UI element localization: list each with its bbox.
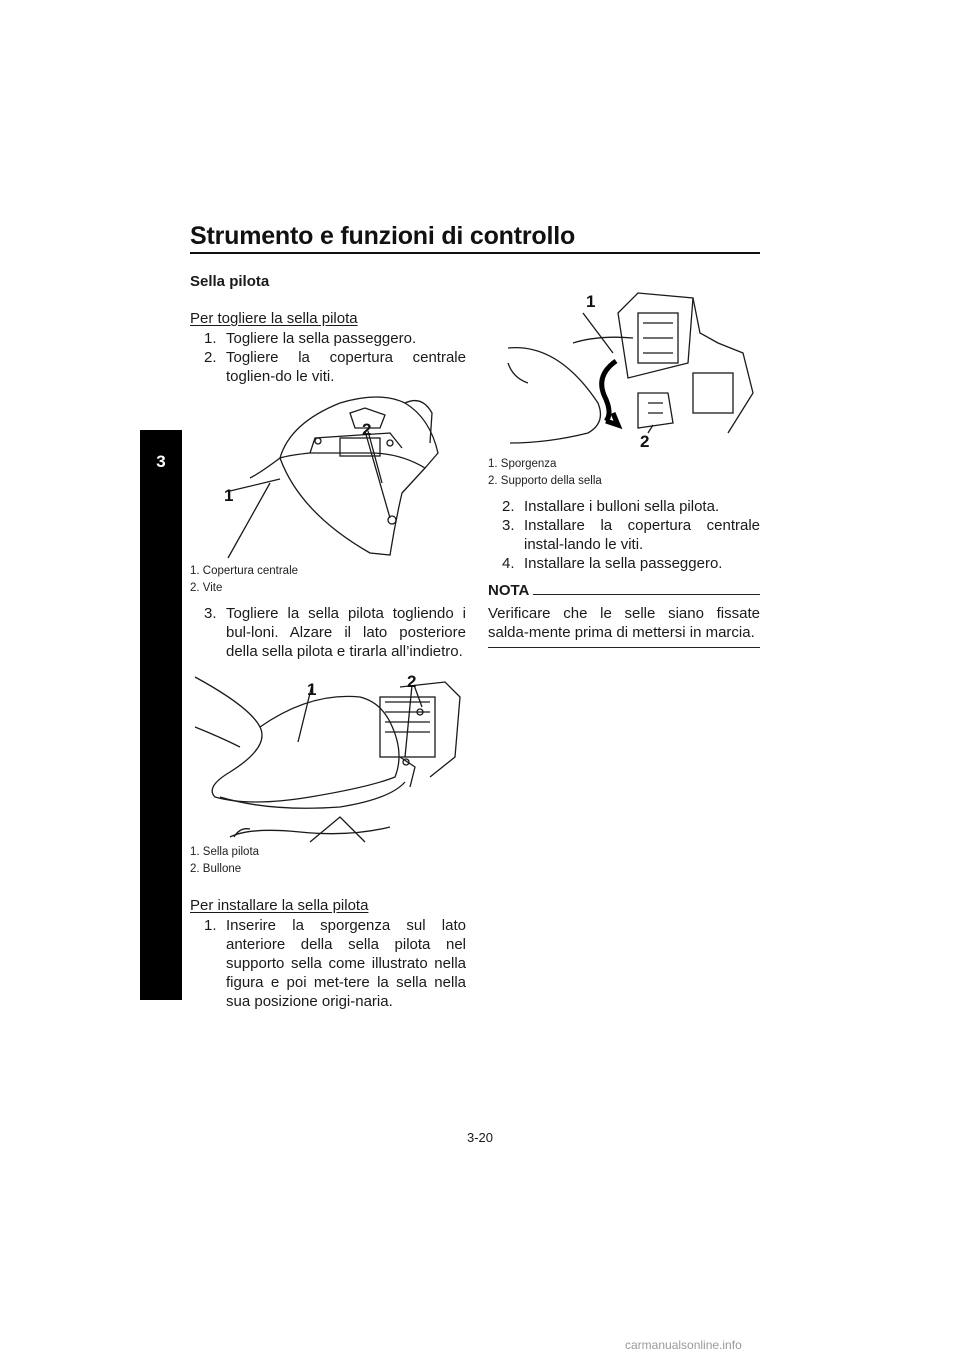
step-number: 3. [204,605,217,622]
step-number: 2. [502,498,515,515]
section-title: Sella pilota [190,273,270,290]
step-number: 4. [502,555,515,572]
figure-rider-seat [190,667,465,847]
chapter-tab [140,430,182,1000]
page-header-title: Strumento e funzioni di controllo [190,222,576,250]
install-step-4 [502,554,760,573]
figure-center-cover [190,383,465,563]
figure2-caption-1: 1. Sella pilota [190,846,260,858]
callout-1: 1 [586,292,596,311]
step-number: 1. [204,330,217,347]
callout-1: 1 [307,680,317,699]
step-text: Togliere la copertura centrale toglien-do le viti. [226,349,466,385]
install-heading: Per installare la sella pilota [190,897,369,914]
figure-seat-bracket [488,283,760,453]
step-text: Installare i bulloni sella pilota. [524,498,720,515]
nota-text: Verificare che le selle siano fissate salda-mente prima di mettersi in marcia. [488,605,760,641]
step-text: Installare la sella passeggero. [524,555,723,572]
step-text: Togliere la sella pilota togliendo i bul-loni. Alzare il lato posteriore della sella pilota e tirarla all’indietro. [226,605,466,660]
callout-2: 2 [362,420,372,439]
callout-1: 1 [224,486,234,505]
step-text: Inserire la sporgenza sul lato anteriore della sella pilota nel supporto sella come illustrato nella figura e poi met-tere la sella nella sua posizione origi-naria. [226,917,466,1010]
figure3-caption-1: 1. Sporgenza [488,458,557,470]
figure2-caption-2: 2. Bullone [190,863,242,875]
remove-step-2 [204,348,466,386]
step-text: Installare la copertura centrale instal-lando le viti. [524,517,760,553]
figure1-caption-1: 1. Copertura centrale [190,565,299,577]
step-text: Togliere la sella passeggero. [226,330,417,347]
step-number: 2. [204,349,217,366]
nota-rule [533,594,760,595]
step-number: 3. [502,517,515,534]
install-step-3 [502,516,760,554]
remove-step-3 [204,604,466,661]
figure3-caption-2: 2. Supporto della sella [488,475,602,487]
header-rule [190,252,760,254]
remove-step-1 [204,329,479,348]
chapter-tab-number: 3 [156,452,166,471]
watermark: carmanualsonline.info [625,1338,742,1352]
remove-heading: Per togliere la sella pilota [190,310,358,327]
install-step-1 [204,916,466,1011]
nota-label: NOTA [488,582,530,599]
callout-2: 2 [407,672,417,691]
nota-end-rule [488,647,760,648]
install-step-2 [502,497,760,516]
step-number: 1. [204,917,217,934]
page-number: 3-20 [466,1130,494,1145]
callout-2: 2 [640,432,650,451]
figure1-caption-2: 2. Vite [190,582,223,594]
